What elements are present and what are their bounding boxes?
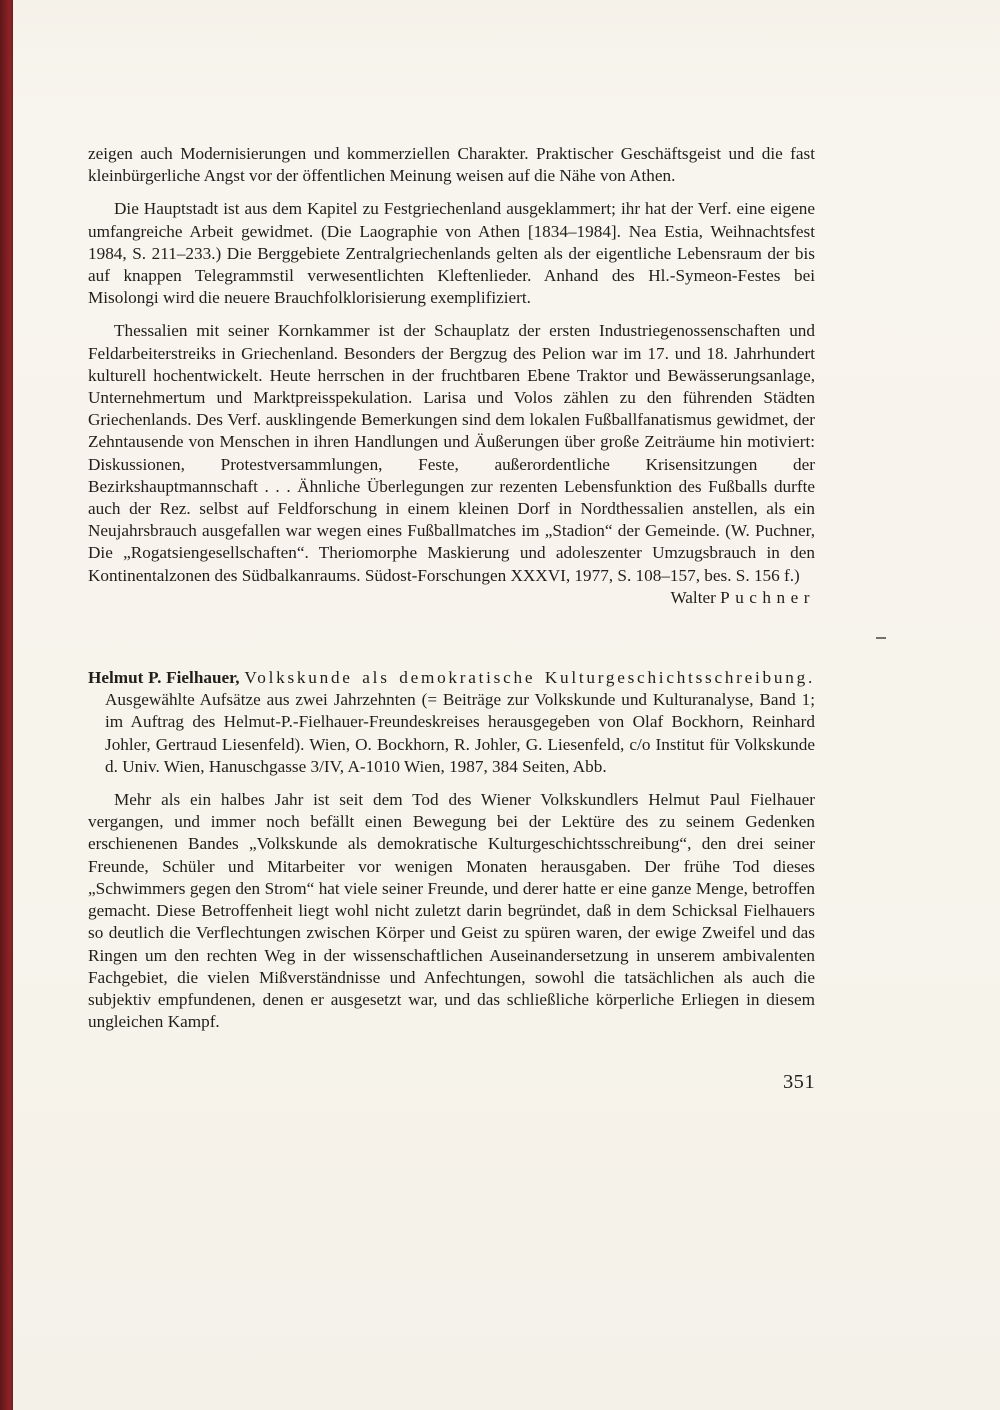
reviewer-last-name: Puchner (720, 587, 815, 607)
margin-scan-artifact (876, 637, 886, 639)
book-title: Volkskunde als demokratische Kulturgeschichtsschreibung. (244, 668, 815, 688)
book-author: Helmut P. Fielhauer, (88, 668, 240, 688)
paragraph: Mehr als ein halbes Jahr ist seit dem Tod des Wiener Volkskundlers Helmut Paul Fielhauer vergangen, und immer noch befällt einen Bewegung bei der Lektüre des zu seinem Gedenken erschienenen Bandes „Volkskunde als demokratische Kulturgeschichtsschreibung“, den drei seiner Freunde, Schüler und Mitarbeiter vor wenigen Monaten herausgaben. Der frühe Tod dieses „Schwimmers gegen den Strom“ hat viele seiner Freunde, und derer hatte er eine ganze Menge, betroffen gemacht. Diese Betroffenheit liegt wohl nicht zuletzt darin begründet, daß in dem Schicksal Fielhauers so deutlich die Verflechtungen zwischen Körper und Geist zu spüren waren, der ewige Zweifel und das Ringen um den rechten Weg in der wissenschaftlichen Auseinandersetzung in unserem ambivalenten Fachgebiet, die vielen Mißverständnisse und Anfechtungen, sowohl die tatsächlichen als auch die subjektiv empfundenen, denen er ausgesetzt war, und das schließliche körperliche Erliegen in diesem ungleichen Kampf. (88, 790, 815, 1032)
book-binding-edge (0, 0, 13, 1410)
reviewer-first-name: Walter (670, 587, 716, 607)
book-reference-heading (88, 667, 815, 778)
book-publication-details: Ausgewählte Aufsätze aus zwei Jahrzehnten (= Beiträge zur Volkskunde und Kulturanalyse, Band 1; im Auftrag des Helmut-P.-Fielhauer-Freundeskreises herausgegeben von Olaf Bockhorn, Reinhard Johler, Gertraud Liesenfeld). Wien, O. Bockhorn, R. Johler, G. Liesenfeld, c/o Institut für Volkskunde d. Univ. Wien, Hanuschgasse 3/IV, A-1010 Wien, 1987, 384 Seiten, Abb. (105, 690, 815, 776)
paragraph: Thessalien mit seiner Kornkammer ist der Schauplatz der ersten Industriegenossenschaften und Feldarbeiterstreiks in Griechenland. Besonders der Bergzug des Pelion war im 17. und 18. Jahrhundert kulturell hochentwickelt. Heute herrschen in der fruchtbaren Ebene Traktor und Bewässerungsanlage, Unternehmertum und Marktpreisspekulation. Larisa und Volos zählen zu den führenden Städten Griechenlands. Des Verf. ausklingende Bemerkungen sind dem lokalen Fußballfanatismus gewidmet, der Zehntausende von Menschen in ihren Handlungen und Äußerungen über große Zeiträume hin motiviert: Diskussionen, Protestversammlungen, Feste, außerordentliche Krisensitzungen der Bezirkshauptmannschaft . . . Ähnliche Überlegungen zur rezenten Lebensfunktion des Fußballs durfte auch der Rez. selbst auf Feldforschung in einem kleinen Dorf in Nordthessalien anstellen, als ein Neujahrsbrauch ausgefallen war wegen eines Fußballmatches im „Stadion“ der Gemeinde. (W. Puchner, Die „Rogatsiengesellschaften“. Theriomorphe Maskierung und adoleszenter Umzugsbrauch in den Kontinentalzonen des Südbalkanraums. Südost-Forschungen XXXVI, 1977, S. 108–157, bes. S. 156 f.) (88, 321, 815, 585)
reviewer-signature (88, 587, 815, 609)
page-content (88, 143, 815, 1094)
page-number: 351 (783, 1071, 815, 1094)
paragraph: Die Hauptstadt ist aus dem Kapitel zu Festgriechenland ausgeklammert; ihr hat der Verf. eine eigene umfangreiche Arbeit gewidmet. (Die Laographie von Athen [1834–1984]. Nea Estia, Weihnachtsfest 1984, S. 211–233.) Die Berggebiete Zentralgriechenlands gelten als der eigentliche Lebensraum der bis auf knappen Telegrammstil verwesentlichten Kleftenlieder. Anhand des Hl.-Symeon-Festes bei Misolongi wird die neuere Brauchfolklorisierung exemplifiziert. (88, 199, 815, 308)
paragraph-continuation: zeigen auch Modernisierungen und kommerziellen Charakter. Praktischer Geschäftsgeist und die fast kleinbürgerliche Angst vor der öffentlichen Meinung weisen auf die Nähe von Athen. (88, 144, 815, 186)
